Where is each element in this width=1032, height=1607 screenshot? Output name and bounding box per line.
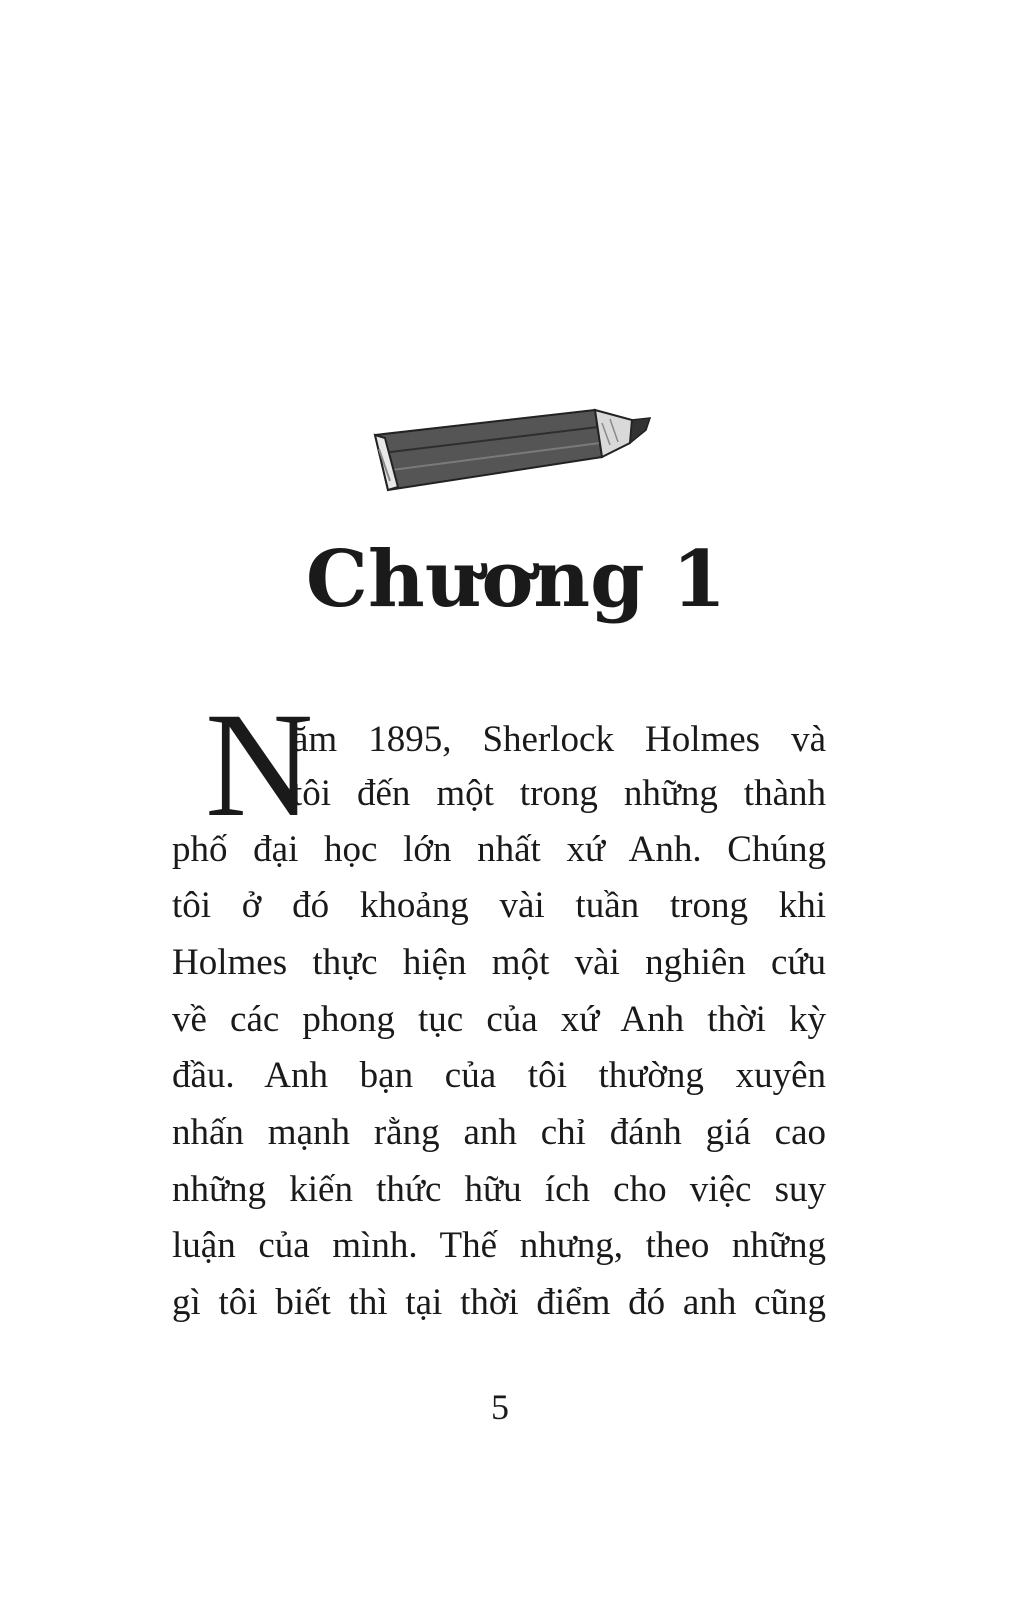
page-number: 5 xyxy=(491,1387,509,1427)
text-line-8: nhấn mạnh rằng anh chỉ đánh giá cao xyxy=(172,1112,826,1153)
text-line-11: gì tôi biết thì tại thời điểm đó anh cũng xyxy=(172,1282,826,1323)
dropcap-letter: N xyxy=(205,682,314,848)
text-line-3: phố đại học lớn nhất xứ Anh. Chúng xyxy=(172,829,826,870)
text-line-4: tôi ở đó khoảng vài tuần trong khi xyxy=(172,885,826,926)
text-line-6: về các phong tục của xứ Anh thời kỳ xyxy=(172,999,826,1040)
text-line-9: những kiến thức hữu ích cho việc suy xyxy=(172,1169,826,1210)
text-line-1: ăm 1895, Sherlock Holmes và xyxy=(292,719,826,760)
pencil-icon xyxy=(370,405,655,500)
text-line-5: Holmes thực hiện một vài nghiên cứu xyxy=(172,942,826,983)
text-line-7: đầu. Anh bạn của tôi thường xuyên xyxy=(172,1055,826,1096)
text-line-10: luận của mình. Thế nhưng, theo những xyxy=(172,1225,826,1266)
chapter-title: Chương 1 xyxy=(305,534,727,625)
text-line-2: tôi đến một trong những thành xyxy=(292,773,826,814)
